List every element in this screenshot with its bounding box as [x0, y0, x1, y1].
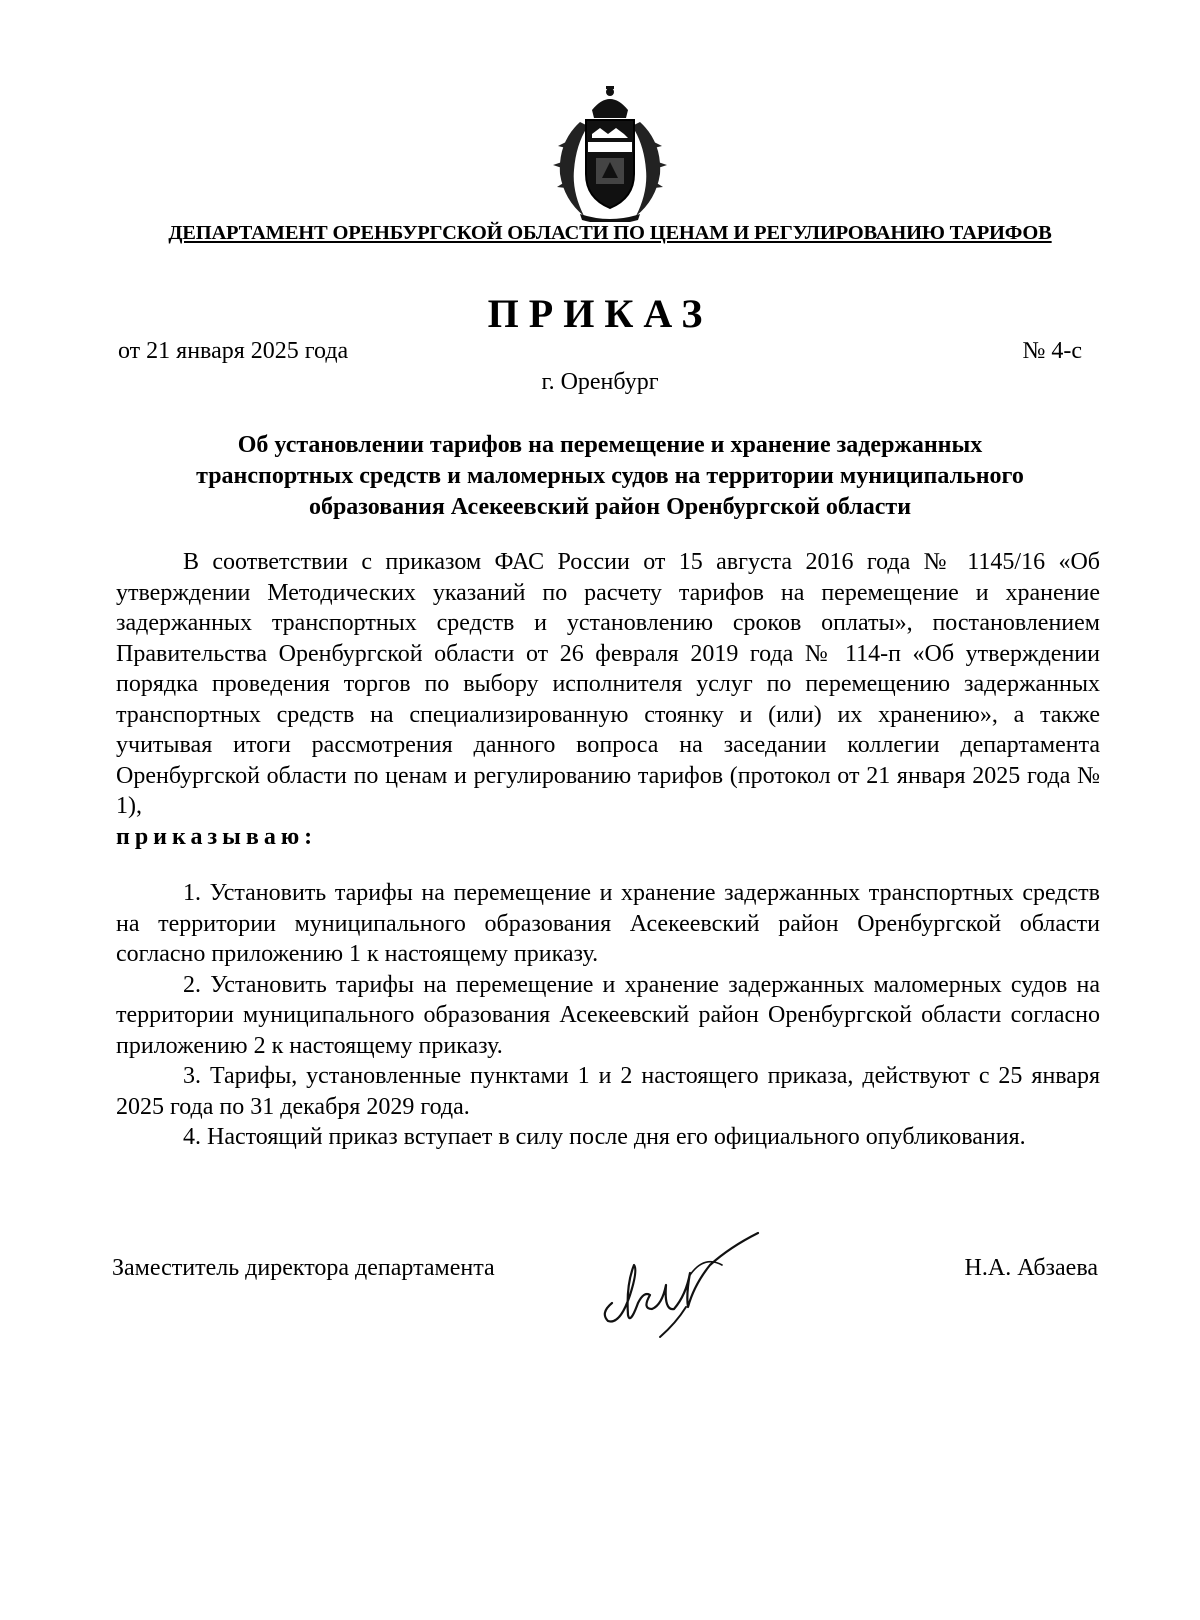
signer-position: Заместитель директора департамента [112, 1255, 495, 1281]
handwritten-signature [590, 1225, 770, 1340]
coat-of-arms-icon [540, 82, 680, 222]
order-date: от 21 января 2025 года [118, 338, 349, 364]
subject-line: образования Асекеевский район Оренбургской области [308, 494, 912, 520]
preamble-paragraph: В соответствии с приказом ФАС России от 15 августа 2016 года № 1145/16 «Об утверждении Методических указаний по расчету тарифов на перемещение и хранение задержанных транспортных средств и установлению сроков оплаты», постановлением Правительства Оренбургской области от 26 февраля 2019 года № 114-п «Об утверждении порядка проведения торгов по выбору исполнителя услуг по перемещению задержанных транспортных средств на специализированную стоянку и (или) их хранению», а также учитывая итоги рассмотрения данного вопроса на заседании коллегии департамента Оренбургской области по ценам и регулированию тарифов (протокол от 21 января 2025 года № 1), [116, 549, 1100, 819]
subject-line: Об установлении тарифов на перемещение и хранение задержанных [237, 432, 983, 458]
signer-name: Н.А. Абзаева [964, 1255, 1098, 1281]
order-city: г. Оренбург [541, 369, 659, 395]
order-number: № 4-с [1022, 338, 1082, 364]
department-name: ДЕПАРТАМЕНТ ОРЕНБУРГСКОЙ ОБЛАСТИ ПО ЦЕНАМ И РЕГУЛИРОВАНИЮ ТАРИФОВ [168, 222, 1052, 244]
order-item: 2. Установить тарифы на перемещение и хранение задержанных маломерных судов на территории муниципального образования Асекеевский район Оренбургской области согласно приложению 2 к настоящему приказу. [116, 971, 1100, 1059]
order-subject [120, 430, 1100, 523]
order-item: 1. Установить тарифы на перемещение и хранение задержанных транспортных средств на территории муниципального образования Асекеевский район Оренбургской области согласно приложению 1 к настоящему приказу. [116, 880, 1100, 967]
order-item: 3. Тарифы, установленные пунктами 1 и 2 настоящего приказа, действуют с 25 января 2025 года по 31 декабря 2029 года. [116, 1063, 1100, 1120]
decree-word: приказываю: [116, 823, 318, 850]
order-item: 4. Настоящий приказ вступает в силу после дня его официального опубликования. [183, 1124, 1026, 1150]
order-items [116, 878, 1100, 1153]
subject-line: транспортных средств и маломерных судов на территории муниципального [196, 463, 1024, 489]
order-body [116, 547, 1100, 1153]
document-title: ПРИКАЗ [487, 291, 713, 336]
